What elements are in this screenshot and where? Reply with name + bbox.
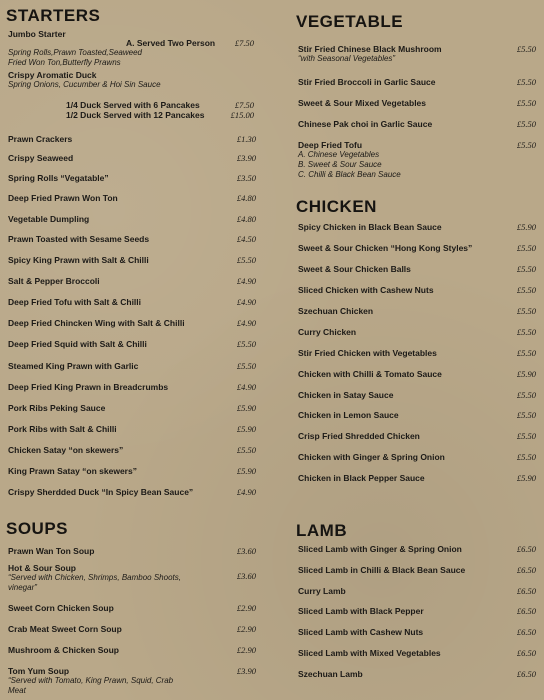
menu-item xyxy=(298,243,542,253)
item-name: Stir Fried Broccoli in Garlic Sauce xyxy=(298,77,436,87)
item-price: £5.50 xyxy=(516,327,536,337)
duck-quarter-price: £7.50 xyxy=(234,100,254,110)
menu-item xyxy=(8,645,276,655)
menu-item xyxy=(298,77,542,87)
menu-item xyxy=(298,140,542,180)
item-name: Sliced Lamb in Chilli & Black Bean Sauce xyxy=(298,565,466,575)
item-name: Chinese Pak choi in Garlic Sauce xyxy=(298,119,433,129)
menu-item xyxy=(8,445,276,455)
item-price: £2.90 xyxy=(236,624,256,634)
item-price: £6.50 xyxy=(516,606,536,616)
item-price: £3.60 xyxy=(236,546,256,556)
vegetable-heading: VEGETABLE xyxy=(296,12,404,31)
item-price: £4.50 xyxy=(236,234,256,244)
item-price: £5.50 xyxy=(516,243,536,253)
menu-item xyxy=(8,214,276,224)
item-price: £5.90 xyxy=(516,222,536,232)
item-name: Vegetable Dumpling xyxy=(8,214,90,224)
menu-item xyxy=(298,627,542,637)
menu-item xyxy=(8,546,276,556)
item-price: £4.90 xyxy=(236,318,256,328)
item-price: £5.90 xyxy=(516,369,536,379)
menu-item xyxy=(8,173,276,183)
item-name: Pork Ribs with Salt & Chilli xyxy=(8,424,117,434)
item-price: £5.50 xyxy=(516,119,536,129)
jumbo-starter-price: £7.50 xyxy=(234,38,254,48)
item-price: £5.90 xyxy=(516,473,536,483)
item-name: Sliced Lamb with Mixed Vegetables xyxy=(298,648,441,658)
menu-item xyxy=(8,234,276,244)
item-name: Deep Fried Chincken Wing with Salt & Chilli xyxy=(8,318,185,328)
item-price: £4.80 xyxy=(236,193,256,203)
item-price: £4.90 xyxy=(236,487,256,497)
duck-half-price: £15.00 xyxy=(230,110,254,120)
item-price: £5.50 xyxy=(516,77,536,87)
item-price: £6.50 xyxy=(516,669,536,679)
menu-item xyxy=(8,255,276,265)
item-price: £5.50 xyxy=(516,431,536,441)
item-name: Deep Fried Tofu xyxy=(298,140,363,150)
item-price: £1.30 xyxy=(236,134,256,144)
menu-item xyxy=(298,410,542,420)
item-desc: “Served with Tomato, King Prawn, Squid, Crab xyxy=(8,676,174,685)
crispy-duck-name: Crispy Aromatic Duck xyxy=(8,70,97,80)
item-name: Prawn Wan Ton Soup xyxy=(8,546,95,556)
item-price: £5.50 xyxy=(516,410,536,420)
menu-item xyxy=(298,285,542,295)
item-name: Chicken in Satay Sauce xyxy=(298,390,394,400)
item-name: Pork Ribs Peking Sauce xyxy=(8,403,106,413)
menu-item xyxy=(298,669,542,679)
item-price: £5.90 xyxy=(236,466,256,476)
item-name: Sliced Chicken with Cashew Nuts xyxy=(298,285,434,295)
menu-item xyxy=(298,565,542,575)
item-price: £4.80 xyxy=(236,214,256,224)
item-name: Chicken with Chilli & Tomato Sauce xyxy=(298,369,442,379)
item-price: £6.50 xyxy=(516,648,536,658)
item-name: Sweet & Sour Chicken Balls xyxy=(298,264,411,274)
menu-item xyxy=(8,276,276,286)
item-price: £4.90 xyxy=(236,297,256,307)
menu-item xyxy=(298,648,542,658)
menu-item xyxy=(8,153,276,163)
item-price: £6.50 xyxy=(516,627,536,637)
item-price: £5.50 xyxy=(516,390,536,400)
item-price: £2.90 xyxy=(236,603,256,613)
menu-item xyxy=(8,134,276,144)
item-name: Spicy King Prawn with Salt & Chilli xyxy=(8,255,149,265)
item-name: Crab Meat Sweet Corn Soup xyxy=(8,624,122,634)
crispy-duck-desc: Spring Onions, Cucumber & Hoi Sin Sauce xyxy=(8,80,161,89)
item-name: Deep Fried Squid with Salt & Chilli xyxy=(8,339,147,349)
item-price: £4.90 xyxy=(236,276,256,286)
item-price: £3.60 xyxy=(236,571,256,581)
item-price: £5.90 xyxy=(236,403,256,413)
item-name: Sliced Lamb with Ginger & Spring Onion xyxy=(298,544,462,554)
item-price: £5.50 xyxy=(516,98,536,108)
duck-half: 1/2 Duck Served with 12 Pancakes xyxy=(66,110,205,120)
menu-item xyxy=(8,563,276,593)
menu-item xyxy=(298,348,542,358)
item-name: Deep Fried King Prawn in Breadcrumbs xyxy=(8,382,169,392)
menu-item xyxy=(298,431,542,441)
item-price: £6.50 xyxy=(516,565,536,575)
item-desc: “with Seasonal Vegetables” xyxy=(298,54,396,63)
menu-item xyxy=(8,466,276,476)
item-name: Szechuan Lamb xyxy=(298,669,363,679)
item-name: Crisp Fried Shredded Chicken xyxy=(298,431,420,441)
menu-item xyxy=(298,327,542,337)
item-price: £5.50 xyxy=(516,348,536,358)
menu-item xyxy=(298,306,542,316)
menu-item xyxy=(298,473,542,483)
item-price: £5.50 xyxy=(236,339,256,349)
menu-item xyxy=(298,264,542,274)
menu-item xyxy=(8,361,276,371)
item-name: Deep Fried Prawn Won Ton xyxy=(8,193,118,203)
menu-item xyxy=(298,544,542,554)
item-name: Hot & Sour Soup xyxy=(8,563,76,573)
item-price: £5.50 xyxy=(516,264,536,274)
item-name: Salt & Pepper Broccoli xyxy=(8,276,100,286)
item-name: King Prawn Satay “on skewers” xyxy=(8,466,137,476)
item-name: Szechuan Chicken xyxy=(298,306,374,316)
menu-item xyxy=(8,624,276,634)
item-name: Crispy Sherdded Duck “In Spicy Bean Sauce” xyxy=(8,487,194,497)
chicken-heading: CHICKEN xyxy=(296,197,377,216)
menu-item xyxy=(8,339,276,349)
item-name: Sweet & Sour Chicken “Hong Kong Styles” xyxy=(298,243,473,253)
item-price: £5.50 xyxy=(516,140,536,150)
item-option: A. Chinese Vegetables xyxy=(298,150,380,159)
menu-item xyxy=(8,603,276,613)
item-name: Chicken Satay “on skewers” xyxy=(8,445,124,455)
menu-item xyxy=(8,382,276,392)
menu-item xyxy=(8,403,276,413)
item-name: Crispy Seaweed xyxy=(8,153,74,163)
item-option: B. Sweet & Sour Sauce xyxy=(298,160,382,169)
item-desc: Meat xyxy=(8,686,26,695)
menu-item xyxy=(8,193,276,203)
item-price: £2.90 xyxy=(236,645,256,655)
item-name: Chicken with Ginger & Spring Onion xyxy=(298,452,445,462)
item-name: Sweet & Sour Mixed Vegetables xyxy=(298,98,427,108)
menu-item xyxy=(298,44,542,64)
item-name: Mushroom & Chicken Soup xyxy=(8,645,119,655)
item-name: Deep Fried Tofu with Salt & Chilli xyxy=(8,297,142,307)
item-name: Chicken in Black Pepper Sauce xyxy=(298,473,425,483)
menu-item xyxy=(298,390,542,400)
jumbo-starter-name: Jumbo Starter xyxy=(8,29,66,39)
menu-item xyxy=(8,318,276,328)
menu-item xyxy=(298,222,542,232)
item-price: £3.50 xyxy=(236,173,256,183)
menu-item xyxy=(298,98,542,108)
item-price: £5.50 xyxy=(516,452,536,462)
item-price: £5.50 xyxy=(516,285,536,295)
item-price: £3.90 xyxy=(236,666,256,676)
duck-quarter: 1/4 Duck Served with 6 Pancakes xyxy=(66,100,200,110)
item-price: £5.50 xyxy=(236,445,256,455)
item-name: Curry Lamb xyxy=(298,586,346,596)
jumbo-starter-desc-1: Spring Rolls,Prawn Toasted,Seaweed xyxy=(8,48,143,57)
item-name: Spring Rolls “Vegatable” xyxy=(8,173,109,183)
item-price: £5.50 xyxy=(236,361,256,371)
menu-item xyxy=(8,297,276,307)
menu-item xyxy=(298,586,542,596)
item-price: £6.50 xyxy=(516,586,536,596)
item-price: £4.90 xyxy=(236,382,256,392)
item-name: Sweet Corn Chicken Soup xyxy=(8,603,114,613)
item-price: £3.90 xyxy=(236,153,256,163)
item-option: C. Chilli & Black Bean Sauce xyxy=(298,170,401,179)
item-name: Sliced Lamb with Cashew Nuts xyxy=(298,627,424,637)
item-name: Sliced Lamb with Black Pepper xyxy=(298,606,424,616)
soups-heading: SOUPS xyxy=(6,519,69,538)
item-price: £5.90 xyxy=(236,424,256,434)
menu-item xyxy=(8,487,276,497)
item-name: Curry Chicken xyxy=(298,327,357,337)
menu-item xyxy=(298,452,542,462)
item-name: Chicken in Lemon Sauce xyxy=(298,410,399,420)
item-price: £6.50 xyxy=(516,544,536,554)
item-price: £5.50 xyxy=(516,306,536,316)
jumbo-starter-option: A. Served Two Person xyxy=(126,38,216,48)
menu-item xyxy=(8,424,276,434)
lamb-heading: LAMB xyxy=(296,521,348,540)
item-name: Tom Yum Soup xyxy=(8,666,70,676)
item-name: Prawn Crackers xyxy=(8,134,73,144)
item-price: £5.50 xyxy=(236,255,256,265)
menu-item xyxy=(298,606,542,616)
item-name: Spicy Chicken in Black Bean Sauce xyxy=(298,222,442,232)
item-price: £5.50 xyxy=(516,44,536,54)
item-desc: “Served with Chicken, Shrimps, Bamboo Shoots, xyxy=(8,573,181,582)
menu-item xyxy=(298,119,542,129)
starters-heading: STARTERS xyxy=(6,6,101,25)
item-desc: vinegar” xyxy=(8,583,37,592)
jumbo-starter-desc-2: Fried Won Ton,Butterfly Prawns xyxy=(8,58,121,67)
item-name: Stir Fried Chinese Black Mushroom xyxy=(298,44,442,54)
menu-item xyxy=(8,666,276,696)
item-name: Prawn Toasted with Sesame Seeds xyxy=(8,234,150,244)
menu-item xyxy=(298,369,542,379)
item-name: Steamed King Prawn with Garlic xyxy=(8,361,139,371)
item-name: Stir Fried Chicken with Vegetables xyxy=(298,348,437,358)
